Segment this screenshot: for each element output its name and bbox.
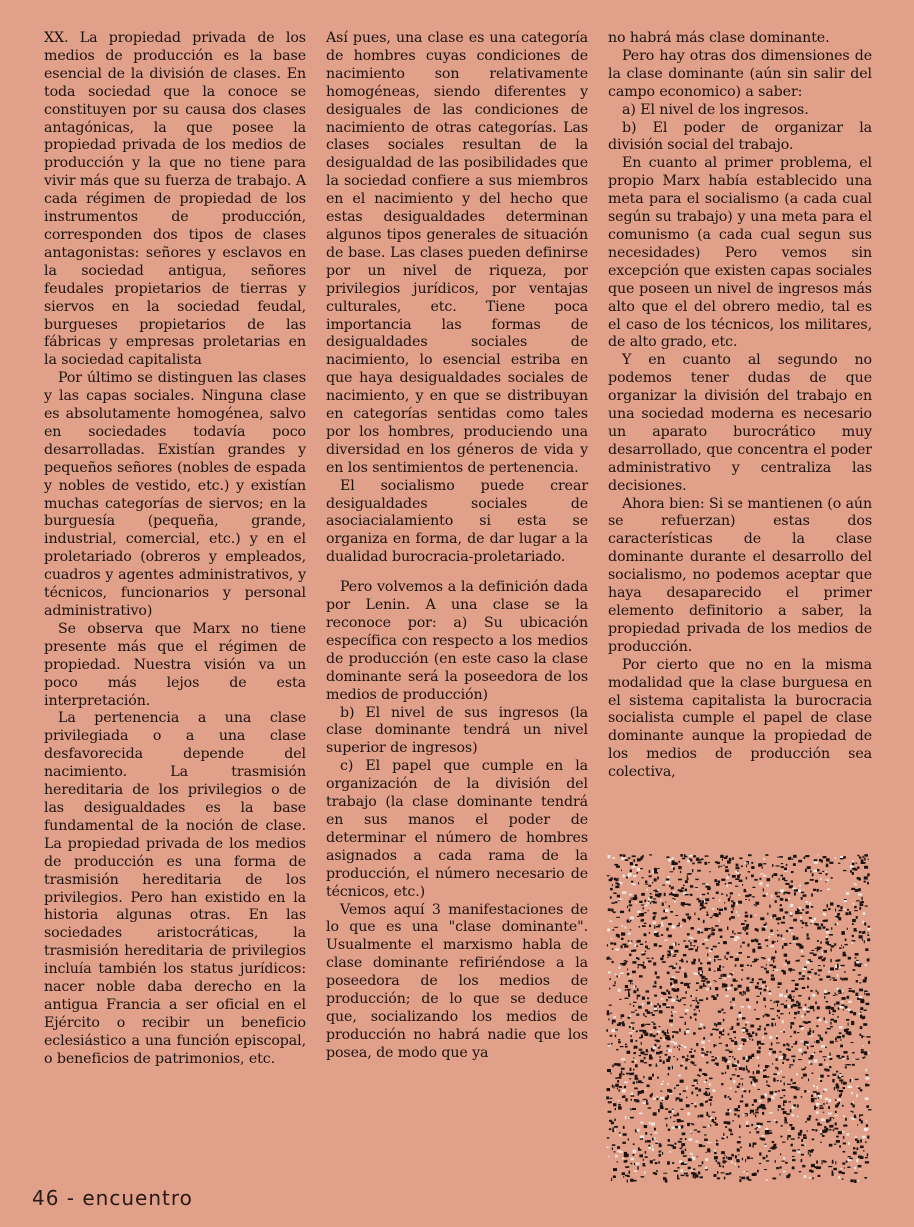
paragraph: En cuanto al primer problema, el propio Marx había establecido una meta para el socialismo (a cada cual según su trabajo) y una meta para el comunismo (a cada cual segun sus necesidades) Pero vemos sin excepción que existen capas sociales que poseen un nivel de ingresos más alto que el del obrero medio, tal es el caso de los técnicos, los militares, de alto grado, etc. <box>608 155 872 351</box>
text-column-3 <box>608 30 872 782</box>
page-footer: 46 - encuentro <box>32 1186 193 1210</box>
paragraph: Pero hay otras dos dimensiones de la clase dominante (aún sin salir del campo economico) a saber: <box>608 47 872 100</box>
text-column-1 <box>44 30 306 1069</box>
paragraph: Y en cuanto al segundo no podemos tener dudas de que organizar la división del trabajo en una sociedad moderna es necesario un aparato burocrático muy desarrollado, que concentra el poder administrativo y centraliza las decisiones. <box>608 352 872 494</box>
paragraph: Por último se distinguen las clases y las capas sociales. Ninguna clase es absolutamente homogénea, salvo en sociedades todavía poco desarrolladas. Existían grandes y pequeños señores (nobles de espada y nobles de vestido, etc.) y existían muchas categorías de siervos; en la burguesía (pequeña, grande, industrial, comercial, etc.) y en el proletariado (obreros y empleados, cuadros y agentes administrativos, y técnicos, funcionarios y personal administrativo) <box>44 370 306 619</box>
paragraph: Se observa que Marx no tiene presente más que el régimen de propiedad. Nuestra visión va un poco más lejos de esta interpretación. <box>44 620 306 709</box>
text-column-2 <box>326 30 588 1063</box>
paragraph: Vemos aquí 3 manifestaciones de lo que es una "clase dominante". Usualmente el marxismo habla de clase dominante refiriéndose a la poseedora de los medios de producción; de lo que se deduce que, socializando los medios de producción no habrá nadie que los posea, de modo que ya <box>326 901 588 1061</box>
paragraph: no habrá más clase dominante. <box>608 30 830 46</box>
paragraph: a) El nivel de los ingresos. <box>622 101 809 118</box>
paragraph: Así pues, una clase es una categoría de hombres cuyas condiciones de nacimiento son relativamente homogéneas, siendo diferentes y desiguales de las condiciones de nacimiento de otras categorías. Las clases sociales resultan de la desigualdad de las posibilidades que la sociedad confiere a sus miembros en el nacimiento y del hecho que estas desigualdades determinan algunos tipos generales de situación de base. Las clases pueden definirse por un nivel de riqueza, por privilegios jurídicos, por ventajas culturales, etc. Tiene poca importancia las formas de desigualdades sociales de nacimiento, lo esencial estriba en que haya desigualdades sociales de nacimiento, y en que se distribuyan en categorías sentidas como tales por los hombres, produciendo una diversidad en los géneros de vida y en los sentimientos de pertenencia. <box>326 30 588 476</box>
paragraph: El socialismo puede crear desigualdades sociales de asociacialamiento si esta se organiza en forma, de dar lugar a la dualidad burocracia-proletariado. <box>326 477 588 566</box>
paragraph: Por cierto que no en la misma modalidad que la clase burguesa en el sistema capitalista la burocracia socialista cumple el papel de clase dominante aunque la propiedad de los medios de producción sea colectiva, <box>608 656 872 781</box>
paragraph: b) El poder de organizar la división social del trabajo. <box>608 119 872 154</box>
paragraph: Ahora bien: Si se mantienen (o aún se refuerzan) estas dos características de la clase dominante durante el desarrollo del socialismo, no podemos aceptar que haya desaparecido el primer elemento definitorio a saber, la propiedad privada de los medios de producción. <box>608 495 872 655</box>
paragraph: XX. La propiedad privada de los medios de producción es la base esencial de la división de clases. En toda sociedad que la conoce se constituyen por su causa dos clases antagónicas, la que posee la propiedad privada de los medios de producción y la que no tiene para vivir más que su fuerza de trabajo. A cada régimen de propiedad de los instrumentos de producción, corresponden dos tipos de clases antagonistas: señores y esclavos en la sociedad antigua, señores feudales propietarios de tierras y siervos en la sociedad feudal, burgueses propietarios de las fábricas y empresas proletarias en la sociedad capitalista <box>44 30 306 369</box>
paragraph: Pero volvemos a la definición dada por Lenin. A una clase se la reconoce por: a) Su ubicación específica con respecto a los medios de producción (en este caso la clase dominante será la poseedora de los medios de producción) <box>326 579 588 703</box>
paragraph: b) El nivel de sus ingresos (la clase dominante tendrá un nivel superior de ingresos) <box>326 704 588 757</box>
paragraph: c) El papel que cumple en la organización de la división del trabajo (la clase dominante tendrá en sus manos el poder de determinar el número de hombres asignados a cada rama de la producción, el número necesario de técnicos, etc.) <box>326 758 588 900</box>
halftone-texture-image <box>606 854 872 1184</box>
paragraph: La pertenencia a una clase privilegiada o a una clase desfavorecida depende del nacimiento. La trasmisión hereditaria de los privilegios o de las desigualdades es la base fundamental de la noción de clase. La propiedad privada de los medios de producción es una forma de trasmisión hereditaria de los privilegios. Pero han existido en la historia algunas otras. En las sociedades aristocráticas, la trasmisión hereditaria de privilegios incluía también los status jurídicos: nacer noble daba derecho en la antigua Francia a ser oficial en el Ejército o recibir un beneficio eclesiástico a una función episcopal, o beneficios de patrimonios, etc. <box>44 710 306 1067</box>
